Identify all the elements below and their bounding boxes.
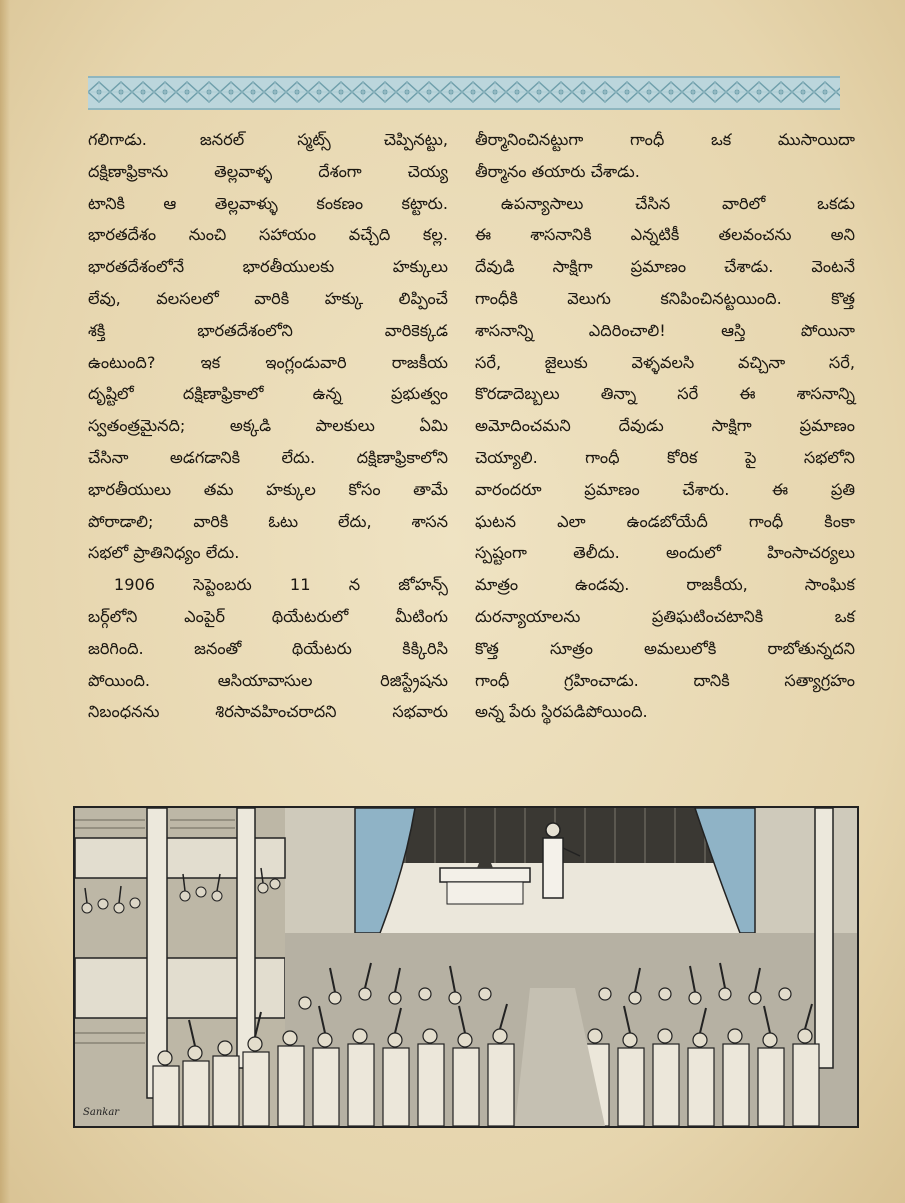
text-line: భారతదేశం నుంచి సహాయం వచ్చేది కల్ల. [88, 225, 448, 245]
page-edge-shadow [0, 0, 10, 1203]
decorative-border [88, 76, 840, 110]
text-line: కొత్త సూత్రం అమలులోకి రాబోతున్నదని [475, 638, 855, 658]
artist-signature: Sankar [83, 1107, 120, 1118]
text-line: భారతదేశంలోనే భారతీయులకు హక్కులు [88, 257, 448, 277]
text-line: గాంధీ గ్రహించాడు. దానికి సత్యాగ్రహం [475, 670, 855, 690]
text-line: 1906 సెప్టెంబరు 11 న జోహన్స్ [113, 575, 448, 595]
text-line: ఘటన ఎలా ఉండబోయేదీ గాంధీ కింకా [475, 511, 855, 531]
text-line: జరిగింది. జనంతో థియేటరు కిక్కిరిసి [88, 638, 448, 658]
left-column [88, 124, 448, 728]
text-line: అన్న పేరు స్థిరపడిపోయింది. [475, 702, 648, 722]
text-line: భారతీయులు తమ హక్కుల కోసం తామే [88, 479, 448, 499]
text-line: దురన్యాయాలను ప్రతిఘటించటానికి ఒక [475, 606, 855, 626]
text-line: దృష్టిలో దక్షిణాఫ్రికాలో ఉన్న ప్రభుత్వం [88, 384, 448, 404]
text-line: ఈ శాసనానికి ఎన్నటికీ తలవంచను అని [475, 225, 855, 245]
text-line: చెయ్యాలి. గాంధీ కోరిక పై సభలోని [475, 447, 855, 467]
text-line: అమోదించమని దేవుడు సాక్షిగా ప్రమాణం [475, 416, 855, 436]
text-line: సరే, జైలుకు వెళ్ళవలసి వచ్చినా సరే, [475, 352, 855, 372]
text-line: పోయింది. ఆసియావాసుల రిజిస్ట్రేషను [88, 670, 448, 690]
text-line: ఉపన్యాసాలు చేసిన వారిలో ఒకడు [500, 193, 855, 213]
text-line: వారందరూ ప్రమాణం చేశారు. ఈ ప్రతి [475, 479, 855, 499]
text-line: పోరాడాలి; వారికి ఓటు లేదు, శాసన [88, 511, 448, 531]
text-line: శాసనాన్ని ఎదిరించాలి! ఆస్తి పోయినా [475, 320, 855, 340]
text-line: తీర్మానించినట్టుగా గాంధీ ఒక ముసాయిదా [475, 130, 855, 149]
text-line: ఉంటుంది? ఇక ఇంగ్లండువారి రాజకీయ [88, 352, 448, 372]
text-line: లేవు, వలసలలో వారికి హక్కు లిప్పించే [88, 288, 448, 308]
text-line: గాంధీకి వెలుగు కనిపించినట్టయింది. కొత్త [475, 288, 855, 308]
text-line: కొరడాదెబ్బలు తిన్నా సరే ఈ శాసనాన్ని [475, 384, 855, 404]
right-column [475, 124, 855, 728]
text-line: సభలో ప్రాతినిధ్యం లేదు. [88, 543, 240, 563]
text-line: దక్షిణాఫ్రికాను తెల్లవాళ్ళ దేశంగా చెయ్య [88, 161, 448, 181]
text-line: గలిగాడు. జనరల్ స్మట్స్ చెప్పినట్టు, [88, 130, 448, 149]
text-line: చేసినా అడగడానికి లేదు. దక్షిణాఫ్రికాలోని [88, 447, 448, 467]
meeting-illustration [73, 806, 859, 1128]
text-line: దేవుడి సాక్షిగా ప్రమాణం చేశాడు. వెంటనే [475, 257, 855, 277]
text-line: స్వతంత్రమైనది; అక్కడి పాలకులు ఏమి [88, 416, 448, 436]
text-line: తీర్మానం తయారు చేశాడు. [475, 161, 640, 181]
text-line: స్పష్టంగా తెలీదు. అందులో హింసాచర్యలు [475, 543, 855, 563]
text-line: శక్తి భారతదేశంలోని వారికెక్కడ [88, 320, 448, 340]
text-line: నిబంధనను శిరసావహించరాదని సభవారు [88, 702, 448, 722]
text-line: టానికి ఆ తెల్లవాళ్ళు కంకణం కట్టారు. [88, 193, 448, 213]
text-line: బర్గ్‌లోని ఎంపైర్ థియేటరులో మీటింగు [88, 606, 448, 626]
text-line: మాత్రం ఉండవు. రాజకీయ, సాంఘిక [475, 575, 855, 595]
